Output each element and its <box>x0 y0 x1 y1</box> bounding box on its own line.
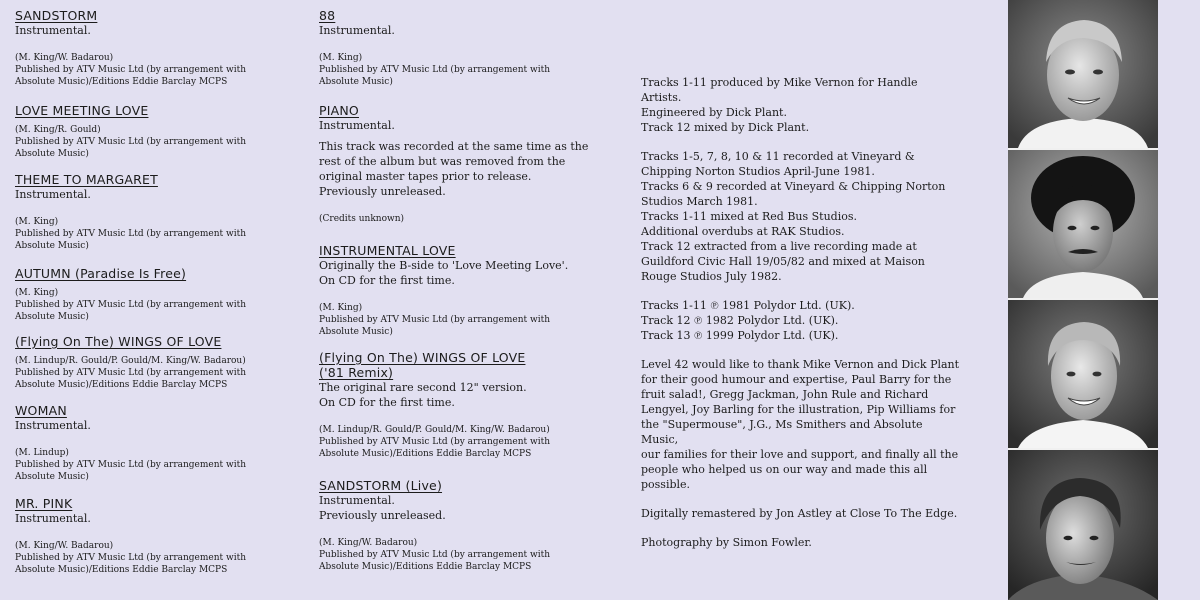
track-credit: Absolute Music) <box>15 241 89 251</box>
track-title: INSTRUMENTAL LOVE <box>319 243 456 258</box>
spacer <box>319 288 614 302</box>
track-credit: Published by ATV Music Ltd (by arrangement with <box>15 65 247 75</box>
notes-line: Track 12 mixed by Dick Plant. <box>641 121 810 134</box>
notes-paragraph <box>641 506 961 521</box>
track-credit: Published by ATV Music Ltd (by arrangement with <box>319 437 551 447</box>
track-credit: Published by ATV Music Ltd (by arrangement with <box>319 550 551 560</box>
band-photo-3 <box>1008 300 1158 450</box>
notes-line: Level 42 would like to thank Mike Vernon and Dick Plant <box>641 358 960 371</box>
spacer <box>319 38 614 52</box>
track-description: Previously unreleased. <box>319 185 446 198</box>
track-title: WOMAN <box>15 403 67 418</box>
notes-line: our families for their love and support, and finally all the <box>641 448 959 461</box>
track-description: Instrumental. <box>15 188 91 201</box>
track-credit: Absolute Music) <box>15 312 89 322</box>
notes-line: people who helped us on our way and made this all <box>641 463 928 476</box>
track-title: SANDSTORM (Live) <box>319 478 443 493</box>
spacer <box>319 410 614 424</box>
notes-line: possible. <box>641 478 691 491</box>
track-title: AUTUMN (Paradise Is Free) <box>15 266 187 281</box>
track-credit: (M. Lindup/R. Gould/P. Gould/M. King/W. Badarou) <box>15 356 246 366</box>
track-credit: Absolute Music)/Editions Eddie Barclay MCPS <box>15 565 228 575</box>
notes-line: Engineered by Dick Plant. <box>641 106 787 119</box>
track-description: Previously unreleased. <box>319 509 446 522</box>
track-credit: (M. Lindup/R. Gould/P. Gould/M. King/W. Badarou) <box>319 425 550 435</box>
track-title: 88 <box>319 8 336 23</box>
notes-line: Digitally remastered by Jon Astley at Close To The Edge. <box>641 507 958 520</box>
notes-line: Rouge Studios July 1982. <box>641 270 782 283</box>
track-description: Instrumental. <box>319 24 395 37</box>
track-description: Instrumental. <box>15 419 91 432</box>
band-photo-2 <box>1008 150 1158 300</box>
track-credit: (M. King/W. Badarou) <box>15 53 114 63</box>
track-description: This track was recorded at the same time as the <box>319 140 589 153</box>
spacer <box>15 433 300 447</box>
notes-paragraph <box>641 357 961 492</box>
track-entry <box>15 8 300 88</box>
notes-line: Track 13 ℗ 1999 Polydor Ltd. (UK). <box>641 329 839 342</box>
track-description: The original rare second 12" version. <box>319 381 527 394</box>
track-entry <box>15 496 300 576</box>
notes-line: for their good humour and expertise, Paul Barry for the <box>641 373 952 386</box>
track-credit: Published by ATV Music Ltd (by arrangement with <box>319 315 551 325</box>
notes-paragraph <box>641 535 961 550</box>
track-description: Originally the B-side to 'Love Meeting Love'. <box>319 259 569 272</box>
notes-line: Track 12 ℗ 1982 Polydor Ltd. (UK). <box>641 314 839 327</box>
track-credit: Published by ATV Music Ltd (by arrangement with <box>15 137 247 147</box>
track-description: Instrumental. <box>15 512 91 525</box>
track-title: (Flying On The) WINGS OF LOVE <box>15 334 222 349</box>
track-credit: (M. King/W. Badarou) <box>15 541 114 551</box>
production-notes <box>641 75 961 564</box>
track-credit: Absolute Music)/Editions Eddie Barclay MCPS <box>319 449 532 459</box>
track-credit: (M. King) <box>15 217 59 227</box>
notes-line: Track 12 extracted from a live recording made at <box>641 240 917 253</box>
track-title: PIANO <box>319 103 359 118</box>
notes-line: Tracks 1-11 mixed at Red Bus Studios. <box>641 210 858 223</box>
track-credit: Absolute Music)/Editions Eddie Barclay MCPS <box>319 562 532 572</box>
track-description: Instrumental. <box>319 119 395 132</box>
track-credit: Published by ATV Music Ltd (by arrangement with <box>15 460 247 470</box>
track-description: Instrumental. <box>319 494 395 507</box>
track-credit: Absolute Music) <box>319 77 393 87</box>
notes-paragraph <box>641 149 961 284</box>
track-credit: Absolute Music)/Editions Eddie Barclay MCPS <box>15 77 228 87</box>
track-description: On CD for the first time. <box>319 274 455 287</box>
band-photo-1 <box>1008 0 1158 150</box>
track-credit: Absolute Music) <box>15 149 89 159</box>
track-credit: (M. King) <box>15 288 59 298</box>
notes-line: Lengyel, Joy Barling for the illustration, Pip Williams for <box>641 403 956 416</box>
notes-line: Additional overdubs at RAK Studios. <box>641 225 845 238</box>
track-entry <box>15 172 300 252</box>
notes-line: Tracks 1-11 ℗ 1981 Polydor Ltd. (UK). <box>641 299 855 312</box>
track-entry <box>15 103 300 160</box>
track-entry <box>15 403 300 483</box>
band-photo-4 <box>1008 450 1158 600</box>
track-credit: Absolute Music) <box>319 327 393 337</box>
track-entry <box>319 243 614 338</box>
track-title: LOVE MEETING LOVE <box>15 103 149 118</box>
notes-paragraph <box>641 298 961 343</box>
track-credit: (M. King/W. Badarou) <box>319 538 418 548</box>
notes-line: Chipping Norton Studios April-June 1981. <box>641 165 875 178</box>
track-description: original master tapes prior to release. <box>319 170 532 183</box>
track-title: (Flying On The) WINGS OF LOVE <box>319 350 526 365</box>
track-entry <box>319 478 614 573</box>
track-entry <box>319 103 614 225</box>
track-entry <box>319 350 614 460</box>
notes-paragraph <box>641 75 961 135</box>
track-credit: (M. King/R. Gould) <box>15 125 101 135</box>
track-title: MR. PINK <box>15 496 73 511</box>
spacer <box>319 523 614 537</box>
notes-line: Guildford Civic Hall 19/05/82 and mixed at Maison <box>641 255 925 268</box>
spacer <box>15 38 300 52</box>
track-credit: (M. King) <box>319 53 363 63</box>
right-margin <box>1158 0 1200 600</box>
notes-line: Tracks 6 & 9 recorded at Vineyard & Chipping Norton <box>641 180 946 193</box>
track-credit: Published by ATV Music Ltd (by arrangement with <box>15 229 247 239</box>
track-entry <box>15 266 300 323</box>
notes-line: Photography by Simon Fowler. <box>641 536 812 549</box>
notes-line: Studios March 1981. <box>641 195 758 208</box>
track-title: SANDSTORM <box>15 8 98 23</box>
track-description: rest of the album but was removed from the <box>319 155 566 168</box>
track-credit: (M. King) <box>319 303 363 313</box>
track-credit: Absolute Music)/Editions Eddie Barclay MCPS <box>15 380 228 390</box>
track-credit: (Credits unknown) <box>319 214 405 224</box>
track-title-continued: ('81 Remix) <box>319 365 394 380</box>
track-entry <box>319 8 614 88</box>
track-credit: Published by ATV Music Ltd (by arrangement with <box>15 368 247 378</box>
track-credit: Published by ATV Music Ltd (by arrangement with <box>15 300 247 310</box>
notes-line: fruit salad!, Gregg Jackman, John Rule and Richard <box>641 388 929 401</box>
spacer <box>319 199 614 213</box>
track-description: Instrumental. <box>15 24 91 37</box>
track-description: On CD for the first time. <box>319 396 455 409</box>
notes-line: the "Supermouse", J.G., Ms Smithers and Absolute Music, <box>641 418 923 446</box>
spacer <box>15 526 300 540</box>
track-credit: Absolute Music) <box>15 472 89 482</box>
track-title: THEME TO MARGARET <box>15 172 158 187</box>
spacer <box>15 202 300 216</box>
track-credit: Published by ATV Music Ltd (by arrangement with <box>15 553 247 563</box>
notes-line: Tracks 1-5, 7, 8, 10 & 11 recorded at Vineyard & <box>641 150 915 163</box>
band-photos <box>1008 0 1158 600</box>
track-credit: Published by ATV Music Ltd (by arrangement with <box>319 65 551 75</box>
track-credit: (M. Lindup) <box>15 448 69 458</box>
notes-line: Tracks 1-11 produced by Mike Vernon for Handle Artists. <box>641 76 918 104</box>
track-entry <box>15 334 300 391</box>
